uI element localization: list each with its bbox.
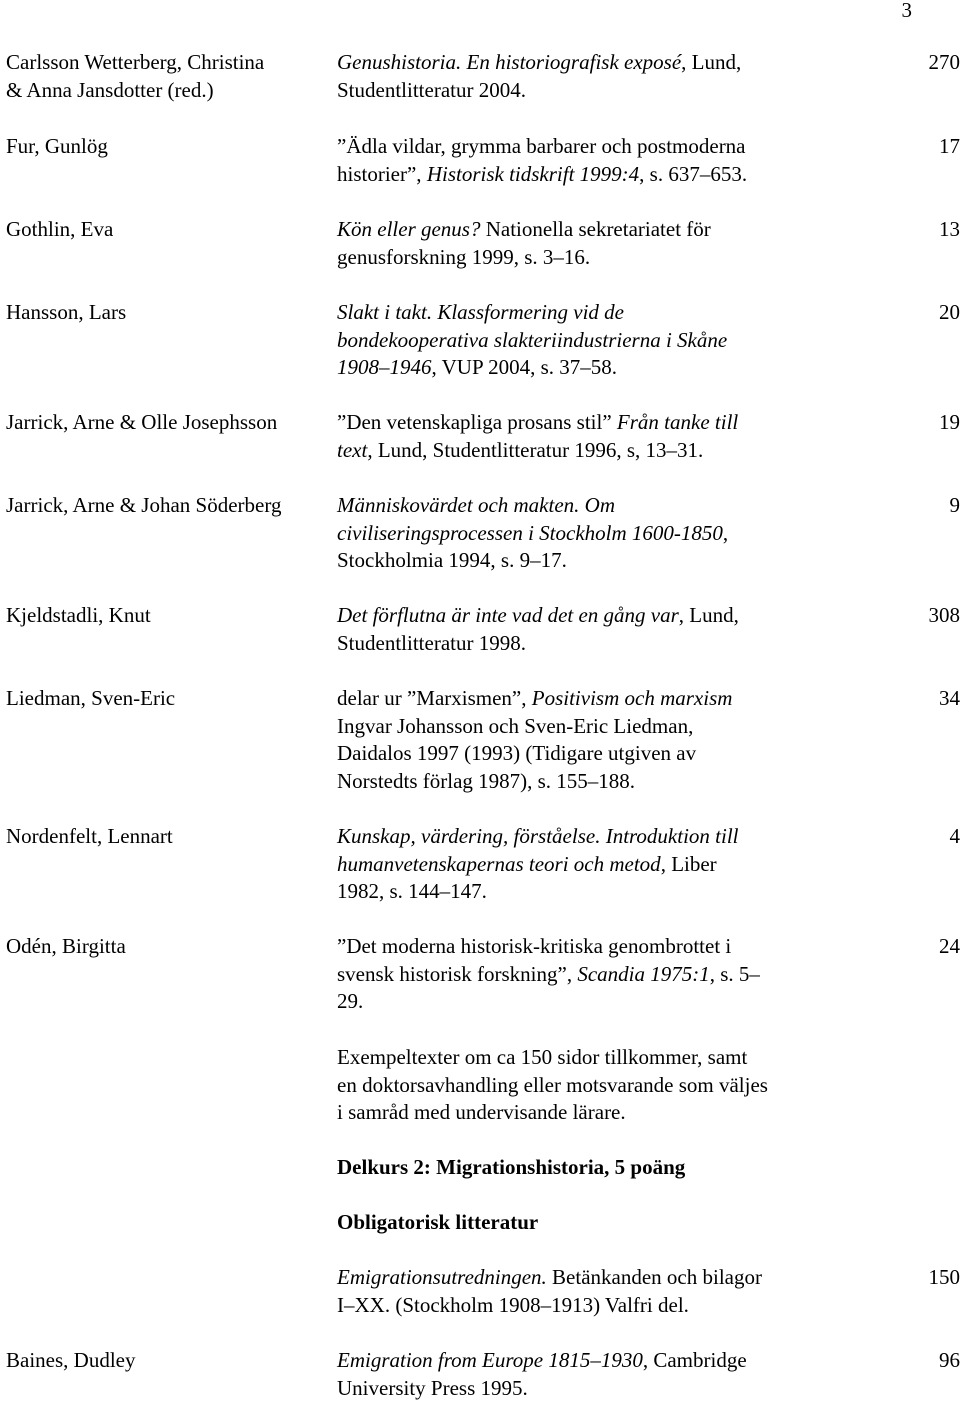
reference-line bbox=[337, 327, 837, 355]
author-line: Liedman, Sven-Eric bbox=[6, 686, 176, 710]
reference-text: Stockholmia 1994, s. 9–17. bbox=[337, 548, 567, 572]
entry-reference bbox=[337, 1347, 837, 1402]
note-line: en doktorsavhandling eller motsvarande som väljes bbox=[337, 1072, 768, 1097]
reference-title: Slakt i takt. Klassformering vid de bbox=[337, 300, 624, 324]
reference-line bbox=[337, 161, 837, 189]
entry-page-count: 19 bbox=[939, 410, 960, 434]
entry-page-count: 34 bbox=[939, 686, 960, 710]
reference-line bbox=[337, 1264, 837, 1292]
reference-text: ”Det moderna historisk-kritiska genombrottet i bbox=[337, 934, 732, 958]
reference-line bbox=[337, 988, 837, 1016]
reference-title: civiliseringsprocessen i Stockholm 1600-1850 bbox=[337, 520, 723, 545]
entry-reference bbox=[337, 49, 837, 104]
reference-text: Ingvar Johansson och Sven-Eric Liedman, bbox=[337, 713, 694, 738]
author-line: Gothlin, Eva bbox=[6, 217, 114, 241]
entry-author bbox=[6, 49, 326, 104]
reference-text: , Lund, bbox=[681, 50, 742, 74]
entry-reference bbox=[337, 299, 837, 382]
entry-author bbox=[6, 299, 326, 327]
reference-title: Genushistoria. En historiografisk exposé bbox=[337, 50, 682, 74]
reference-text: , Lund, Studentlitteratur 1996, s, 13–31. bbox=[367, 437, 704, 462]
reference-line bbox=[337, 933, 837, 961]
author-line: Jarrick, Arne & Johan Söderberg bbox=[6, 493, 282, 517]
entry-author bbox=[6, 133, 326, 161]
entry-reference bbox=[337, 1264, 837, 1319]
entry-author bbox=[6, 933, 326, 961]
entry-page-count: 24 bbox=[939, 934, 960, 958]
entry-page-count: 9 bbox=[949, 493, 960, 517]
entry-reference bbox=[337, 492, 837, 575]
author-line: Kjeldstadli, Knut bbox=[6, 603, 151, 627]
reference-line bbox=[337, 299, 837, 327]
reference-line bbox=[337, 133, 837, 161]
reference-text: Betänkanden och bilagor bbox=[546, 1265, 762, 1289]
author-line: Carlsson Wetterberg, Christina bbox=[6, 50, 265, 74]
author-line: Baines, Dudley bbox=[6, 1348, 136, 1372]
reference-line bbox=[337, 547, 837, 575]
entry-page-count: 17 bbox=[939, 134, 960, 158]
reference-line bbox=[337, 520, 837, 548]
entry-page-count: 308 bbox=[928, 603, 960, 627]
reference-title: Från tanke till bbox=[616, 410, 739, 434]
reference-line bbox=[337, 1347, 837, 1375]
reference-line bbox=[337, 740, 837, 768]
reference-line bbox=[337, 77, 837, 105]
reference-text: delar ur ”Marxismen”, bbox=[337, 686, 532, 710]
reference-text: ”Ädla vildar, grymma barbarer och postmoderna bbox=[337, 134, 746, 158]
reference-text: , s. 637–653. bbox=[639, 161, 748, 186]
reference-text: 29. bbox=[337, 989, 364, 1013]
entry-reference bbox=[337, 602, 837, 657]
reference-text: , s. 5– bbox=[709, 961, 760, 986]
reference-text: Nationella sekretariatet för bbox=[480, 217, 711, 241]
entry-page-count: 150 bbox=[928, 1265, 960, 1289]
entry-page-count: 96 bbox=[939, 1348, 960, 1372]
reference-line bbox=[337, 354, 837, 382]
entry-author bbox=[6, 1347, 326, 1375]
author-line: Hansson, Lars bbox=[6, 300, 127, 324]
entry-page-count: 13 bbox=[939, 217, 960, 241]
reference-text: ”Den vetenskapliga prosans stil” bbox=[337, 410, 617, 434]
entry-reference bbox=[337, 409, 837, 464]
reference-title: Det förflutna är inte vad det en gång var bbox=[337, 603, 679, 627]
reference-text: , Lund, bbox=[678, 603, 739, 627]
reference-title: bondekooperativa slakteriindustrierna i Skåne bbox=[337, 327, 728, 352]
reference-line bbox=[337, 1375, 837, 1403]
reference-line bbox=[337, 409, 837, 437]
reference-text: , VUP 2004, s. 37–58. bbox=[431, 355, 618, 379]
reference-line bbox=[337, 1292, 837, 1320]
entry-reference bbox=[337, 933, 837, 1016]
reference-line bbox=[337, 823, 837, 851]
reference-line bbox=[337, 961, 837, 989]
reference-line bbox=[337, 437, 837, 465]
reference-text: Norstedts förlag 1987), s. 155–188. bbox=[337, 768, 636, 793]
reference-text: , Liber bbox=[660, 851, 717, 876]
reference-line bbox=[337, 49, 837, 77]
reference-text: Studentlitteratur 1998. bbox=[337, 630, 526, 655]
reference-title: 1908–1946 bbox=[337, 355, 432, 379]
reference-title: Historisk tidskrift 1999:4 bbox=[426, 161, 640, 186]
reference-title: Människovärdet och makten. Om bbox=[337, 493, 615, 517]
reference-text: 1982, s. 144–147. bbox=[337, 879, 487, 903]
entry-author bbox=[6, 823, 326, 851]
entry-page-count: 4 bbox=[949, 824, 960, 848]
entry-reference bbox=[337, 823, 837, 906]
reference-title: Positivism och marxism bbox=[531, 686, 733, 710]
entry-page-count: 270 bbox=[928, 50, 960, 74]
reference-text: Studentlitteratur 2004. bbox=[337, 77, 526, 102]
reference-title: Scandia 1975:1 bbox=[577, 961, 710, 986]
reference-text: Daidalos 1997 (1993) (Tidigare utgiven av bbox=[337, 741, 697, 765]
reference-line bbox=[337, 630, 837, 658]
note-line: Exempeltexter om ca 150 sidor tillkommer, samt bbox=[337, 1045, 748, 1069]
subheading: Obligatorisk litteratur bbox=[337, 1210, 539, 1234]
reference-text: genusforskning 1999, s. 3–16. bbox=[337, 244, 591, 269]
reference-line bbox=[337, 713, 837, 741]
section-heading: Delkurs 2: Migrationshistoria, 5 poäng bbox=[337, 1155, 686, 1179]
entry-author bbox=[6, 216, 326, 244]
reference-text: , bbox=[722, 520, 729, 545]
page-number: 3 bbox=[901, 0, 912, 22]
reference-title: Kön eller genus? bbox=[337, 217, 481, 241]
note-paragraph bbox=[337, 1044, 847, 1127]
author-line: Nordenfelt, Lennart bbox=[6, 824, 173, 848]
reference-title: text bbox=[337, 437, 368, 462]
reference-title: Emigrationsutredningen. bbox=[337, 1265, 547, 1289]
reference-line bbox=[337, 851, 837, 879]
reference-line bbox=[337, 878, 837, 906]
author-line: Odén, Birgitta bbox=[6, 934, 126, 958]
entry-author bbox=[6, 602, 326, 630]
reference-text: historier”, bbox=[337, 161, 427, 186]
reference-title: humanvetenskapernas teori och metod bbox=[337, 851, 661, 876]
reference-text: I–XX. (Stockholm 1908–1913) Valfri del. bbox=[337, 1292, 689, 1317]
author-line: & Anna Jansdotter (red.) bbox=[6, 77, 214, 102]
entry-reference bbox=[337, 216, 837, 271]
reference-line bbox=[337, 244, 837, 272]
entry-author bbox=[6, 492, 326, 520]
reference-text: University Press 1995. bbox=[337, 1375, 528, 1400]
reference-text: svensk historisk forskning”, bbox=[337, 961, 578, 986]
reference-title: Emigration from Europe 1815–1930 bbox=[337, 1348, 643, 1372]
entry-author bbox=[6, 409, 326, 437]
author-line: Fur, Gunlög bbox=[6, 134, 108, 158]
entry-page-count: 20 bbox=[939, 300, 960, 324]
reference-line bbox=[337, 216, 837, 244]
entry-reference bbox=[337, 685, 837, 795]
reference-line bbox=[337, 492, 837, 520]
reference-title: Kunskap, värdering, förståelse. Introduktion till bbox=[337, 824, 739, 848]
entry-author bbox=[6, 685, 326, 713]
reference-line bbox=[337, 685, 837, 713]
reference-line bbox=[337, 602, 837, 630]
note-line: i samråd med undervisande lärare. bbox=[337, 1100, 626, 1124]
reference-line bbox=[337, 768, 837, 796]
author-line: Jarrick, Arne & Olle Josephsson bbox=[6, 410, 278, 434]
entry-reference bbox=[337, 133, 837, 188]
reference-text: , Cambridge bbox=[642, 1348, 747, 1372]
